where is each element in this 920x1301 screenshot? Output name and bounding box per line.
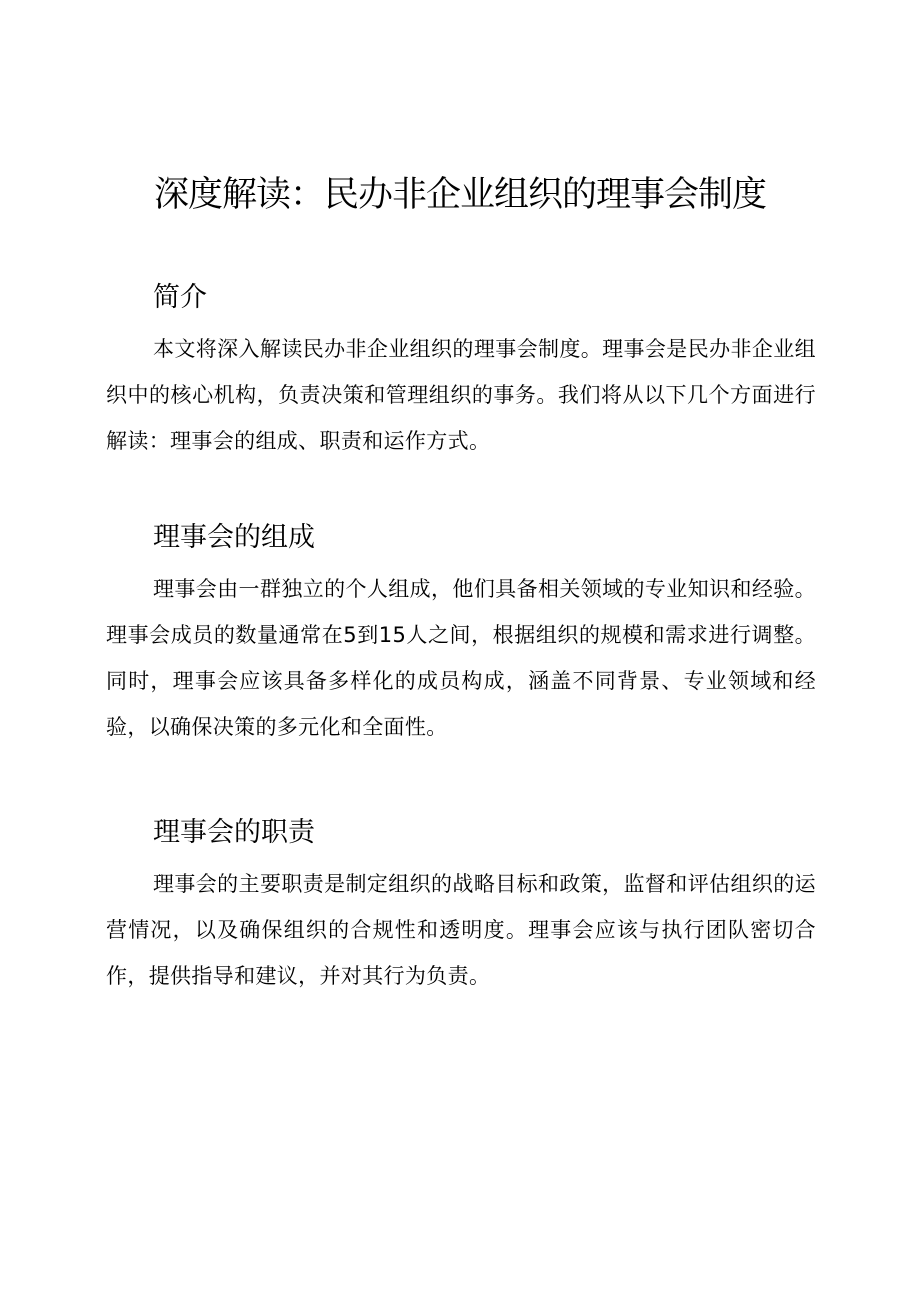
section-body-introduction: 本文将深入解读民办非企业组织的理事会制度。理事会是民办非企业组织中的核心机构，负责决策和管理组织的事务。我们将从以下几个方面进行解读：理事会的组成、职责和运作方式。 bbox=[106, 337, 816, 453]
section-introduction bbox=[106, 276, 816, 464]
section-body-board-duties: 理事会的主要职责是制定组织的战略目标和政策，监督和评估组织的运营情况，以及确保组织的合规性和透明度。理事会应该与执行团队密切合作，提供指导和建议，并对其行为负责。 bbox=[106, 872, 816, 988]
section-heading-introduction: 简介 bbox=[153, 282, 207, 313]
section-body-board-composition: 理事会由一群独立的个人组成，他们具备相关领域的专业知识和经验。理事会成员的数量通常在5到15人之间，根据组织的规模和需求进行调整。同时，理事会应该具备多样化的成员构成，涵盖不同背景、专业领域和经验，以确保决策的多元化和全面性。 bbox=[106, 577, 816, 739]
section-board-composition bbox=[106, 516, 816, 750]
section-heading-board-duties: 理事会的职责 bbox=[153, 817, 315, 848]
section-board-duties bbox=[106, 811, 816, 999]
document-title: 深度解读：民办非企业组织的理事会制度 bbox=[153, 175, 766, 215]
section-heading-board-composition: 理事会的组成 bbox=[153, 522, 315, 553]
